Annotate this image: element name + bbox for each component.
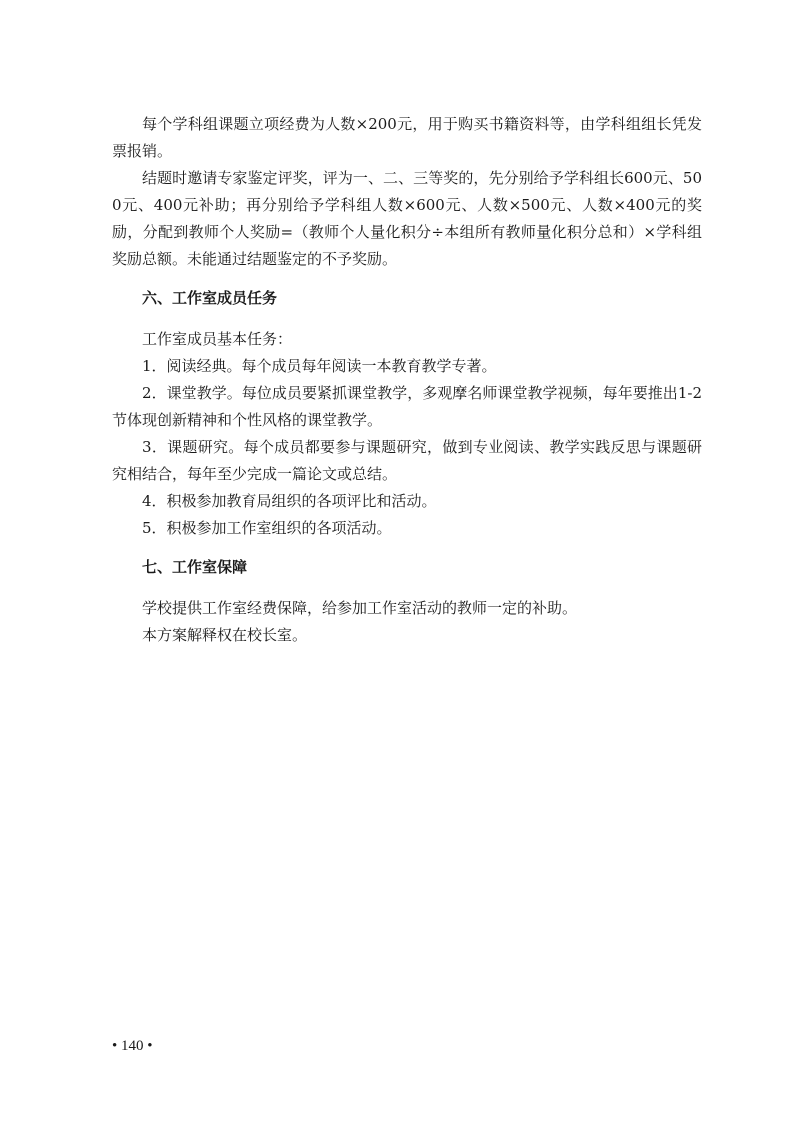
section-seven-heading: 七、工作室保障 (142, 558, 248, 576)
page-body (112, 111, 702, 649)
page-number: • 140 • (112, 1038, 153, 1054)
award-paragraph: 结题时邀请专家鉴定评奖，评为一、二、三等奖的，先分别给予学科组长600元、500元、400元补助；再分别给予学科组人数×600元、人数×500元、人数×400元的奖励，分配到教师个人奖励=（教师个人量化积分÷本组所有教师量化积分总和）×学科组奖励总额。未能通过结题鉴定的不予奖励。 (112, 169, 702, 268)
tasks-intro: 工作室成员基本任务： (142, 330, 293, 348)
funding-paragraph: 每个学科组课题立项经费为人数×200元，用于购买书籍资料等，由学科组组长凭发票报销。 (112, 115, 702, 160)
task-item-4: 4．积极参加教育局组织的各项评比和活动。 (142, 492, 437, 510)
task-item-5: 5．积极参加工作室组织的各项活动。 (142, 519, 392, 537)
guarantee-paragraph: 学校提供工作室经费保障，给参加工作室活动的教师一定的补助。 (142, 599, 578, 617)
task-item-1: 1．阅读经典。每个成员每年阅读一本教育教学专著。 (142, 357, 497, 375)
task-item-3: 3．课题研究。每个成员都要参与课题研究，做到专业阅读、教学实践反思与课题研究相结合，每年至少完成一篇论文或总结。 (112, 438, 702, 483)
section-six-heading: 六、工作室成员任务 (142, 289, 278, 307)
interpretation-paragraph: 本方案解释权在校长室。 (142, 626, 308, 644)
task-item-2: 2．课堂教学。每位成员要紧抓课堂教学，多观摩名师课堂教学视频，每年要推出1-2节体现创新精神和个性风格的课堂教学。 (112, 384, 702, 429)
